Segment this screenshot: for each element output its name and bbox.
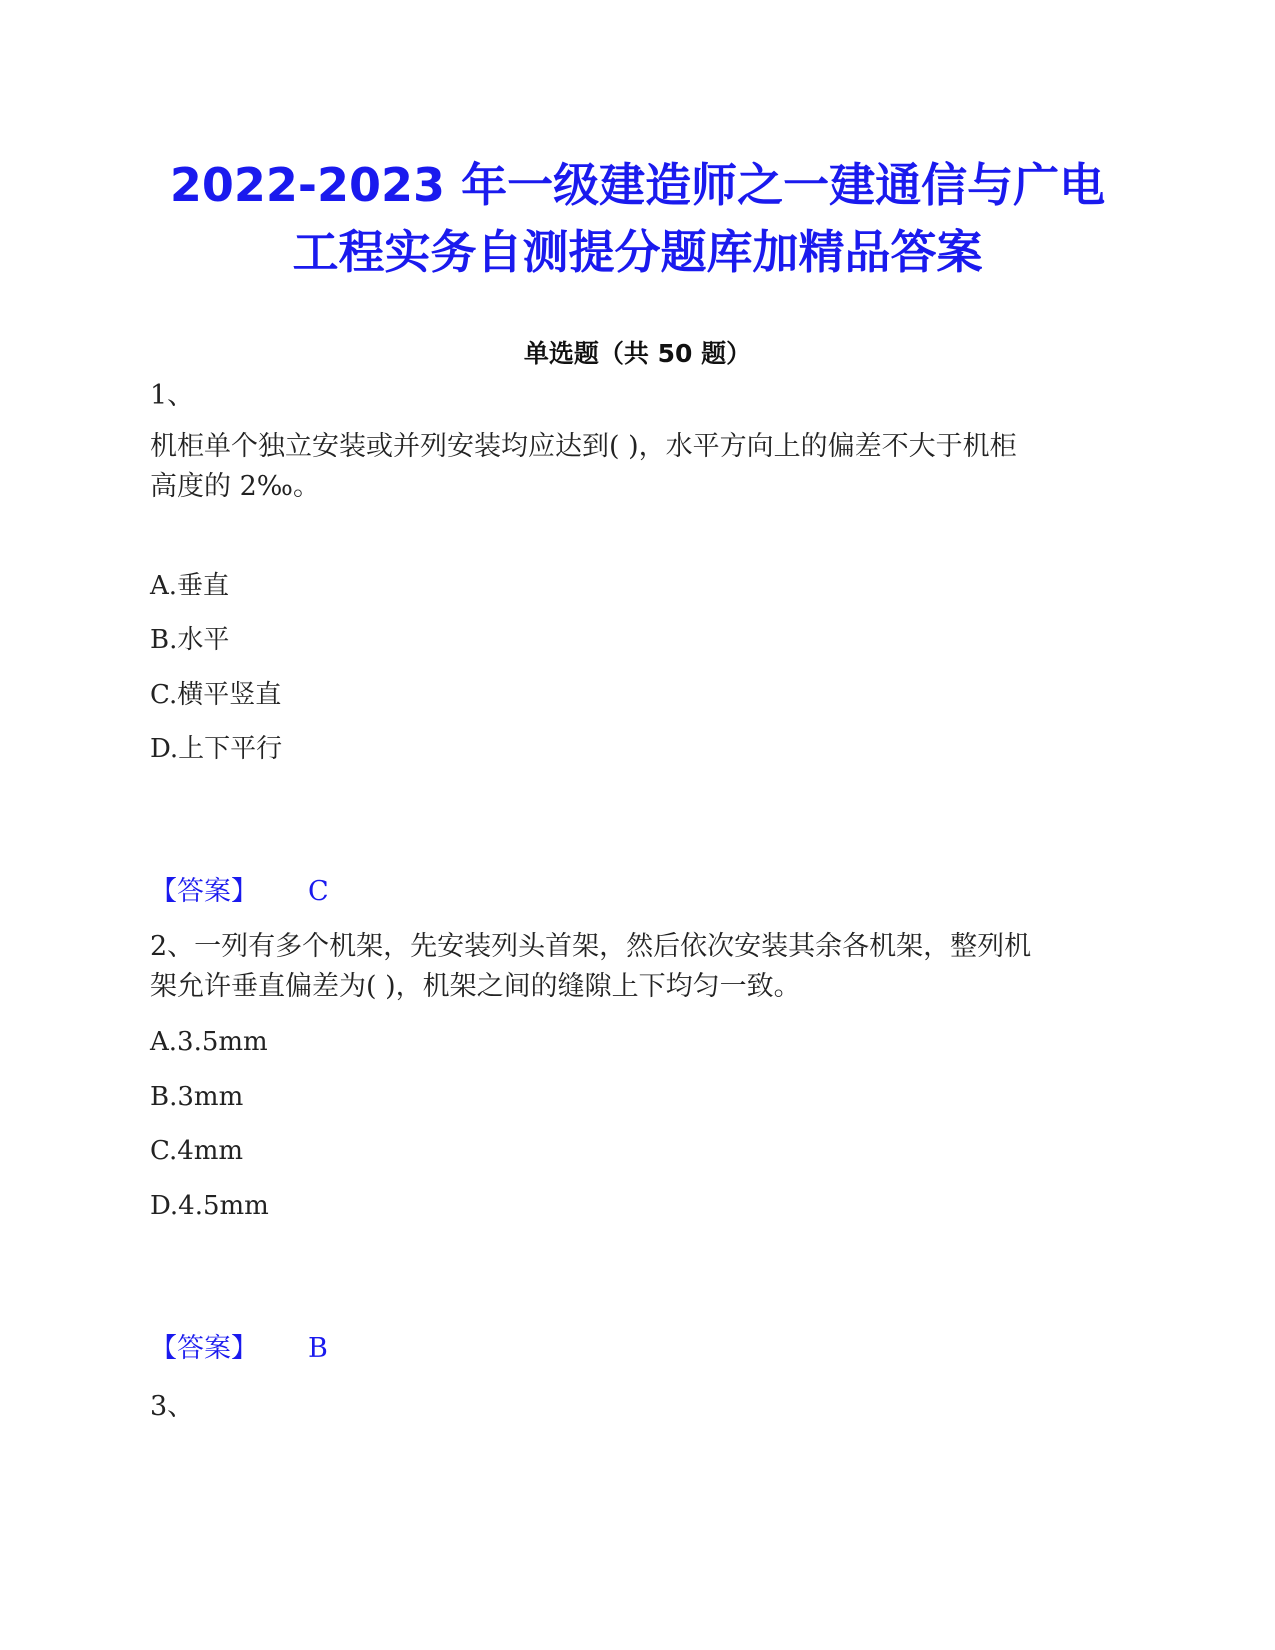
question-2-option-c: C.4mm bbox=[150, 1136, 244, 1166]
question-1-option-a: A.垂直 bbox=[150, 571, 230, 601]
document-title-line-1: 2022-2023 年一级建造师之一建通信与广电 bbox=[169, 158, 1106, 212]
section-heading: 单选题（共 50 题） bbox=[523, 339, 752, 368]
question-1-option-b: B.水平 bbox=[150, 625, 230, 655]
question-1-stem-line-1: 机柜单个独立安装或并列安装均应达到( )，水平方向上的偏差不大于机柜 bbox=[150, 431, 1017, 462]
question-2-stem-line-2: 架允许垂直偏差为( )，机架之间的缝隙上下均匀一致。 bbox=[150, 971, 801, 1002]
question-1-stem-line-2: 高度的 2‰。 bbox=[150, 471, 320, 502]
question-1-number: 1、 bbox=[150, 380, 195, 411]
question-1-answer-label: 【答案】 bbox=[150, 876, 258, 907]
question-2-option-b: B.3mm bbox=[150, 1082, 244, 1112]
question-1-option-d: D.上下平行 bbox=[150, 734, 283, 764]
question-2-option-a: A.3.5mm bbox=[150, 1027, 268, 1057]
question-2-answer-value: B bbox=[308, 1333, 328, 1364]
question-1-answer-value: C bbox=[308, 876, 329, 907]
document-title-line-2: 工程实务自测提分题库加精品答案 bbox=[292, 225, 983, 279]
question-2-option-d: D.4.5mm bbox=[150, 1191, 269, 1221]
question-2-answer-label: 【答案】 bbox=[150, 1333, 258, 1364]
question-3-number: 3、 bbox=[150, 1391, 195, 1422]
question-1-option-c: C.横平竖直 bbox=[150, 680, 282, 710]
question-2-stem-line-1: 2、一列有多个机架，先安装列头首架，然后依次安装其余各机架，整列机 bbox=[150, 931, 1032, 962]
